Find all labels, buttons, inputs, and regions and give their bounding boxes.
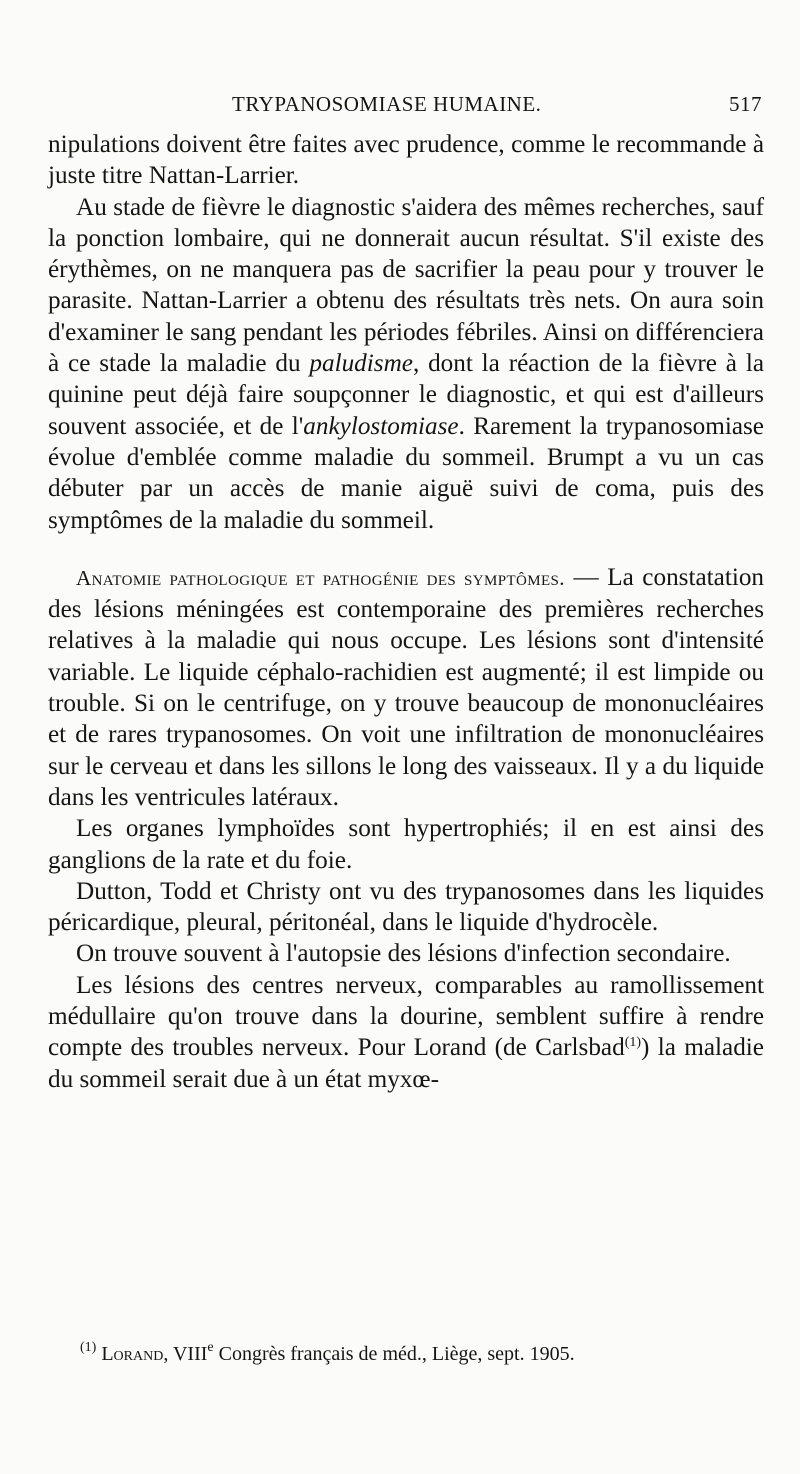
paragraph-2-part-b: , dont la réaction de la fièvre à la quinine peut déjà faire soupçonner le diagnostic, et qui est d'ailleurs souvent associée, et de l' (48, 350, 765, 440)
paragraph-6: On trouve souvent à l'autopsie des lésions d'infection secondaire. (76, 940, 731, 968)
paragraph-4: Les organes lymphoïdes sont hypertrophiés; il en est ainsi des ganglions de la rate et du foie. (48, 815, 764, 874)
paragraph-5: Dutton, Todd et Christy ont vu des trypanosomes dans les liquides péricardique, pleural, péritonéal, dans le liquide d'hydrocèle. (48, 877, 764, 937)
paragraph-2 (48, 192, 764, 536)
footnote (80, 1341, 760, 1367)
running-title: TRYPANOSOMIASE HUMAINE. (232, 92, 542, 116)
paragraph-1: nipulations doivent être faites avec prudence, comme le recommande à juste titre Nattan-Larrier. (48, 131, 764, 190)
paragraph-7 (48, 970, 764, 1095)
paragraph-7-part-b: ) la maladie du sommeil serait due à un état myxœ- (48, 1034, 764, 1093)
term-paludisme: paludisme (309, 350, 413, 378)
footnote-text-a: , VIII (163, 1343, 208, 1365)
paragraph-3-text: La constatation des lésions méningées est contemporaine des premières recherches relatives à la maladie qui nous occupe. Les lésions sont d'intensité variable. Le liquide céphalo-rachidien est augmenté; il est limpide ou trouble. Si on le centrifuge, on y trouve beaucoup de mononucléaires et de rares trypanosomes. On voit une infiltration de mononucléaires sur le cerveau et dans les sillons le long des vaisseaux. Il y a du liquide dans les ventricules latéraux. (48, 563, 765, 811)
page-number: 517 (729, 92, 762, 116)
section-heading: Anatomie pathologique et pathogénie des symptômes. (76, 565, 565, 590)
footnote-author: Lorand (101, 1343, 164, 1365)
paragraph-3 (48, 562, 764, 813)
paragraph-2-part-a: Au stade de fièvre le diagnostic s'aidera des mêmes recherches, sauf la ponction lombaire, qui ne donnerait aucun résultat. S'il existe des érythèmes, on ne manquera pas de sacrifier la peau pour y trouver le parasite. Nattan-Larrier a obtenu des résultats très nets. On aura soin d'examiner le sang pendant les périodes fébriles. Ainsi on différenciera à ce stade la maladie du (48, 193, 764, 378)
paragraph-7-part-a: Les lésions des centres nerveux, comparables au ramollissement médullaire qu'on trouve dans la dourine, semblent suffire à rendre compte des troubles nerveux. Pour Lorand (de Carlsbad (48, 971, 764, 1062)
footnote-marker: (1) (80, 1340, 97, 1355)
term-ankylostomiase: ankylostomiase (303, 412, 459, 440)
section-dash: — (564, 563, 608, 591)
footnote-superscript: e (207, 1340, 214, 1355)
body-text (48, 129, 764, 1095)
footnote-reference: (1) (624, 1035, 642, 1051)
footnote-text-b: Congrès français de méd., Liège, sept. 1905. (213, 1343, 575, 1365)
paragraph-2-part-c: . Rarement la trypanosomiase évolue d'emblée comme maladie du sommeil. Brumpt a vu un cas débuter par un accès de manie aiguë suivi de coma, puis des symptômes de la maladie du sommeil. (48, 412, 764, 534)
running-head (0, 92, 800, 120)
